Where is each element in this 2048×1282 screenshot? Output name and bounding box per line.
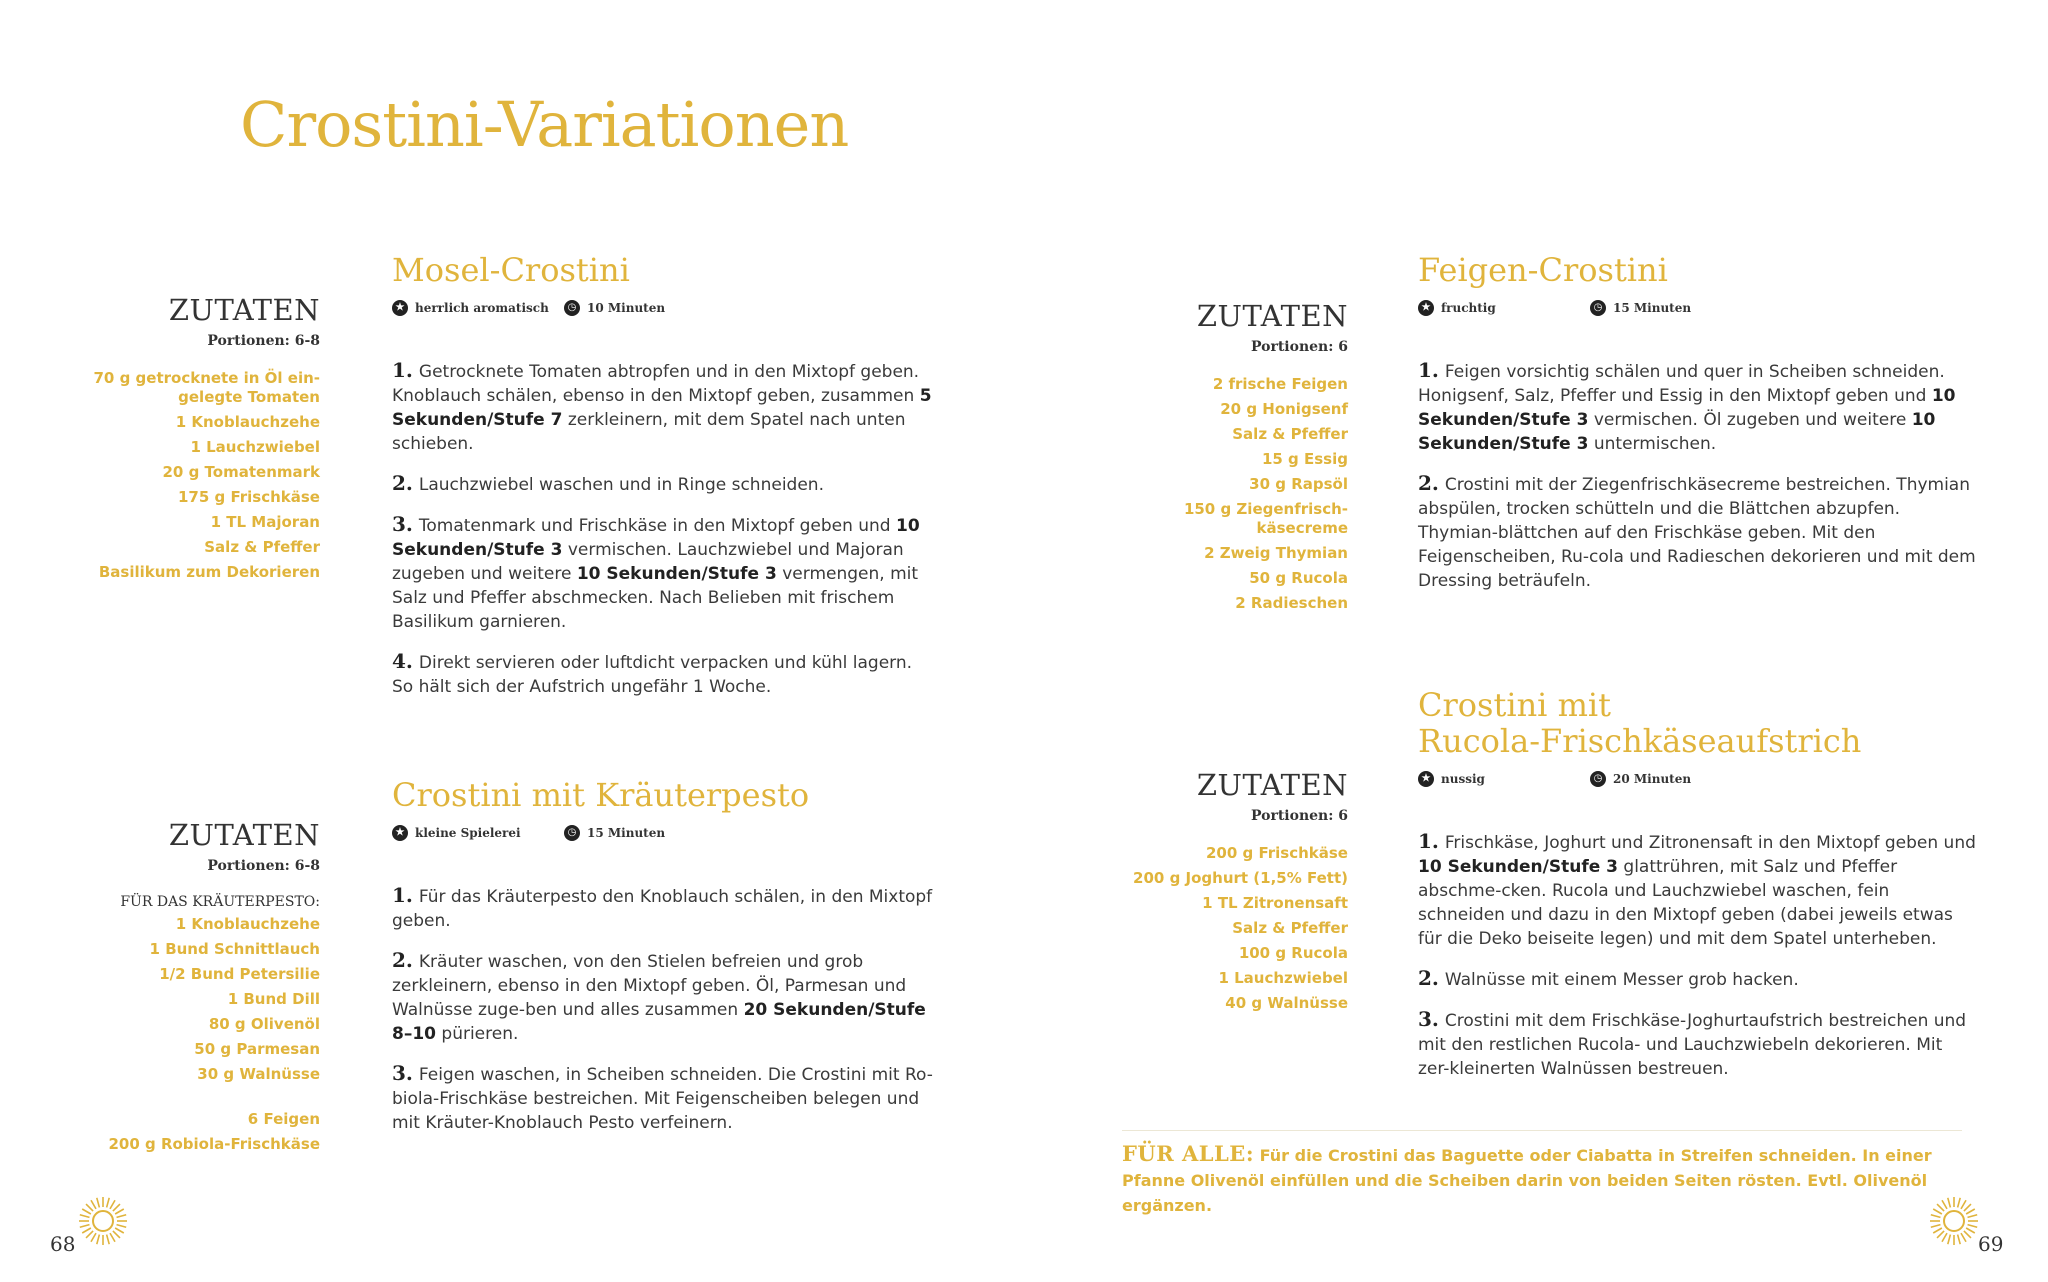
- flavor-tag: [392, 300, 564, 316]
- footer-note: [1122, 1130, 1962, 1218]
- step-text: untermischen.: [1588, 434, 1717, 454]
- ingredient-item: Basilikum zum Dekorieren: [98, 563, 320, 581]
- flavor-tag: [392, 825, 564, 841]
- recipe-steps: [1418, 358, 1978, 593]
- step-text: zerkleinern, mit dem Spatel nach unten schieben.: [392, 410, 906, 454]
- ingredient-subheading: FÜR DAS KRÄUTERPESTO:: [120, 894, 320, 910]
- recipe-step: [1418, 358, 1978, 456]
- flavor-label: kleine Spielerei: [415, 826, 521, 840]
- time-tag: [1590, 300, 1691, 316]
- step-text: Crostini mit der Ziegenfrischkäsecreme bestreichen. Thymian abspülen, trocken schütteln und die Blättchen abzupfen. Thymian-blättchen auf den Frischkäse geben. Mit den Feigenscheiben, Ru-cola und Radieschen dekorieren und mit dem Dressing beträufeln.: [1418, 475, 1976, 591]
- portions-label: Portionen: 6: [1250, 808, 1348, 824]
- star-icon: ★: [1418, 300, 1434, 316]
- time-tag: [564, 300, 665, 316]
- recipe-step: [1418, 1007, 1978, 1081]
- recipe-step: [1418, 966, 1978, 992]
- ingredient-item: 50 g Rucola: [1249, 569, 1348, 587]
- step-text: Direkt servieren oder luftdicht verpacken und kühl lagern. So hält sich der Aufstrich ungefähr 1 Woche.: [392, 653, 913, 697]
- ingredient-list: [1080, 375, 1348, 613]
- ingredient-item: 200 g Robiola-Frischkäse: [108, 1135, 320, 1153]
- ingredient-item: Salz & Pfeffer: [1232, 919, 1348, 937]
- ingredient-item: 40 g Walnüsse: [1225, 994, 1348, 1012]
- recipe-rucola-crostini: [1418, 687, 1978, 1096]
- recipe-step: [392, 512, 937, 634]
- recipe-title: Mosel-Crostini: [392, 251, 630, 289]
- time-label: 15 Minuten: [1613, 301, 1692, 315]
- step-text: pürieren.: [436, 1024, 519, 1044]
- step-setting: 10 Sekunden/Stufe 3: [1418, 410, 1936, 454]
- footer-note-label: FÜR ALLE:: [1122, 1141, 1255, 1166]
- star-icon: ★: [1418, 771, 1434, 787]
- time-label: 15 Minuten: [587, 826, 666, 840]
- ingredient-item: 175 g Frischkäse: [177, 488, 320, 506]
- step-text: Tomatenmark und Frischkäse in den Mixtopf geben und: [418, 516, 896, 536]
- footer-note-text: Für die Crostini das Baguette oder Ciabatta in Streifen schneiden. In einer Pfanne Olivenöl einfüllen und die Scheiben darin von beiden Seiten rösten. Evtl. Olivenöl ergänzen.: [1122, 1146, 1932, 1215]
- ingredients-heading: ZUTATEN: [168, 818, 320, 852]
- ingredients-panel-rucola: [1080, 768, 1348, 1019]
- recipe-meta: [392, 825, 937, 841]
- ingredients-panel-mosel: [60, 293, 320, 588]
- portions-label: Portionen: 6-8: [207, 858, 320, 874]
- ingredient-item: 50 g Parmesan: [194, 1040, 320, 1058]
- ingredient-item: 20 g Tomatenmark: [162, 463, 320, 481]
- ingredient-item: 1 Knoblauchzehe: [175, 915, 320, 933]
- time-tag: [564, 825, 665, 841]
- step-number: 3.: [1418, 1007, 1439, 1031]
- ingredient-item: 30 g Walnüsse: [197, 1065, 320, 1083]
- clock-icon: ◷: [1590, 771, 1606, 787]
- step-text: Kräuter waschen, von den Stielen befreien und grob zerkleinern, ebenso in den Mixtopf geben. Öl, Parmesan und Walnüsse zuge-ben und alles zusammen: [392, 952, 907, 1020]
- flavor-label: fruchtig: [1441, 301, 1496, 315]
- recipe-step: [392, 1061, 937, 1135]
- ingredient-list: [60, 369, 320, 582]
- step-setting: 10 Sekunden/Stufe 3: [392, 516, 920, 560]
- recipe-step: [392, 471, 937, 497]
- ingredients-heading: ZUTATEN: [1196, 768, 1348, 802]
- ingredient-item: 1 TL Majoran: [210, 513, 320, 531]
- ingredient-item: 6 Feigen: [247, 1110, 320, 1128]
- step-number: 2.: [392, 471, 413, 495]
- step-number: 4.: [392, 649, 413, 673]
- recipe-meta: [1418, 771, 1978, 787]
- ingredient-item: 200 g Frischkäse: [1205, 844, 1348, 862]
- recipe-step: [392, 649, 937, 699]
- step-number: 1.: [1418, 358, 1439, 382]
- time-tag: [1590, 771, 1691, 787]
- portions-label: Portionen: 6-8: [207, 333, 320, 349]
- ingredients-heading: ZUTATEN: [168, 293, 320, 327]
- step-number: 1.: [1418, 829, 1439, 853]
- page-number-left: 68: [50, 1232, 76, 1256]
- recipe-mosel-crostini: [392, 252, 937, 714]
- star-icon: ★: [392, 300, 408, 316]
- recipe-steps: [392, 883, 937, 1135]
- ingredient-item: Salz & Pfeffer: [204, 538, 320, 556]
- step-text: Für das Kräuterpesto den Knoblauch schälen, in den Mixtopf geben.: [392, 887, 933, 931]
- ingredient-item: 200 g Joghurt (1,5% Fett): [1133, 869, 1348, 887]
- step-number: 2.: [1418, 966, 1439, 990]
- star-icon: ★: [392, 825, 408, 841]
- step-text: Crostini mit dem Frischkäse-Joghurtaufstrich bestreichen und mit den restlichen Rucola- und Lauchzwiebeln dekorieren. Mit zer-kleinerten Walnüssen bestreuen.: [1418, 1011, 1967, 1079]
- step-setting: 10 Sekunden/Stufe 3: [1418, 857, 1619, 877]
- step-text: Walnüsse mit einem Messer grob hacken.: [1444, 970, 1799, 990]
- time-label: 10 Minuten: [587, 301, 666, 315]
- step-number: 2.: [392, 948, 413, 972]
- recipe-step: [392, 948, 937, 1046]
- ingredients-panel-kraeuterpesto: [60, 818, 320, 1160]
- ingredient-item: 80 g Olivenöl: [208, 1015, 320, 1033]
- recipe-title: Crostini mit Rucola-Frischkäseaufstrich: [1418, 686, 1862, 760]
- ingredient-item: 2 Radieschen: [1235, 594, 1348, 612]
- step-text: Getrocknete Tomaten abtropfen und in den Mixtopf geben. Knoblauch schälen, ebenso in den Mixtopf geben, zusammen: [392, 362, 920, 406]
- ingredient-item: 2 Zweig Thymian: [1204, 544, 1348, 562]
- page-number-right: 69: [1978, 1232, 2004, 1256]
- ingredient-item: 1 Bund Dill: [227, 990, 320, 1008]
- step-number: 1.: [392, 883, 413, 907]
- ingredient-item: 15 g Essig: [1261, 450, 1348, 468]
- ingredient-list: [1080, 844, 1348, 1013]
- page-title: Crostini-Variationen: [240, 88, 849, 161]
- step-text: vermischen. Lauchzwiebel und Majoran zugeben und weitere: [392, 540, 904, 584]
- ingredient-list: [60, 915, 320, 1154]
- step-text: Lauchzwiebel waschen und in Ringe schneiden.: [418, 475, 824, 495]
- step-text: Frischkäse, Joghurt und Zitronensaft in den Mixtopf geben und: [1444, 833, 1976, 853]
- flavor-tag: [1418, 300, 1590, 316]
- ingredient-item: 70 g getrocknete in Öl ein- gelegte Tomaten: [93, 369, 320, 406]
- ingredient-item: 1 Lauchzwiebel: [1218, 969, 1348, 987]
- flavor-label: herrlich aromatisch: [415, 301, 549, 315]
- ingredients-heading: ZUTATEN: [1196, 299, 1348, 333]
- step-text: Feigen waschen, in Scheiben schneiden. Die Crostini mit Ro-biola-Frischkäse bestreichen. Mit Feigenscheiben belegen und mit Kräuter-Knoblauch Pesto verfeinern.: [392, 1065, 933, 1133]
- recipe-meta: [1418, 300, 1978, 316]
- clock-icon: ◷: [564, 825, 580, 841]
- recipe-meta: [392, 300, 937, 316]
- step-setting: 10 Sekunden/Stufe 3: [576, 564, 777, 584]
- recipe-steps: [1418, 829, 1978, 1081]
- clock-icon: ◷: [564, 300, 580, 316]
- step-text: vermengen, mit Salz und Pfeffer abschmecken. Nach Belieben mit frischem Basilikum garnieren.: [392, 564, 919, 632]
- step-number: 3.: [392, 512, 413, 536]
- ingredient-item: 2 frische Feigen: [1212, 375, 1348, 393]
- ingredient-item: 1 Bund Schnittlauch: [149, 940, 320, 958]
- recipe-title: Crostini mit Kräuterpesto: [392, 776, 810, 814]
- time-label: 20 Minuten: [1613, 772, 1692, 786]
- step-setting: 5 Sekunden/Stufe 7: [392, 386, 932, 430]
- ingredient-item: 30 g Rapsöl: [1249, 475, 1348, 493]
- ingredient-item: 1 TL Zitronensaft: [1202, 894, 1348, 912]
- flavor-label: nussig: [1441, 772, 1485, 786]
- step-setting: 20 Sekunden/Stufe 8–10: [392, 1000, 926, 1044]
- ingredient-item: 100 g Rucola: [1238, 944, 1348, 962]
- recipe-step: [392, 883, 937, 933]
- portions-label: Portionen: 6: [1250, 339, 1348, 355]
- ingredient-item: 20 g Honigsenf: [1220, 400, 1348, 418]
- sun-ornament-icon: [1928, 1195, 1980, 1247]
- step-text: vermischen. Öl zugeben und weitere: [1588, 410, 1912, 430]
- recipe-kraeuterpesto: [392, 777, 937, 1150]
- recipe-title: Feigen-Crostini: [1418, 251, 1668, 289]
- clock-icon: ◷: [1590, 300, 1606, 316]
- step-number: 3.: [392, 1061, 413, 1085]
- step-setting: 10 Sekunden/Stufe 3: [1418, 386, 1956, 430]
- ingredient-item: 1/2 Bund Petersilie: [159, 965, 320, 983]
- step-text: Feigen vorsichtig schälen und quer in Scheiben schneiden. Honigsenf, Salz, Pfeffer und Essig in den Mixtopf geben und: [1418, 362, 1945, 406]
- recipe-step: [1418, 471, 1978, 593]
- step-text: glattrühren, mit Salz und Pfeffer abschme-cken. Rucola und Lauchzwiebel waschen, fein schneiden und dazu in den Mixtopf geben (dabei jeweils etwas für die Deko beiseite legen) und mit dem Spatel unterheben.: [1418, 857, 1953, 949]
- step-number: 1.: [392, 358, 413, 382]
- recipe-step: [392, 358, 937, 456]
- step-number: 2.: [1418, 471, 1439, 495]
- ingredient-item: 150 g Ziegenfrisch- käsecreme: [1183, 500, 1348, 537]
- sun-ornament-icon: [77, 1195, 129, 1247]
- ingredient-item: 1 Lauchzwiebel: [190, 438, 320, 456]
- ingredients-panel-feigen: [1080, 299, 1348, 619]
- recipe-step: [1418, 829, 1978, 951]
- flavor-tag: [1418, 771, 1590, 787]
- recipe-feigen-crostini: [1418, 252, 1978, 608]
- ingredient-item: 1 Knoblauchzehe: [175, 413, 320, 431]
- ingredient-item: Salz & Pfeffer: [1232, 425, 1348, 443]
- recipe-steps: [392, 358, 937, 699]
